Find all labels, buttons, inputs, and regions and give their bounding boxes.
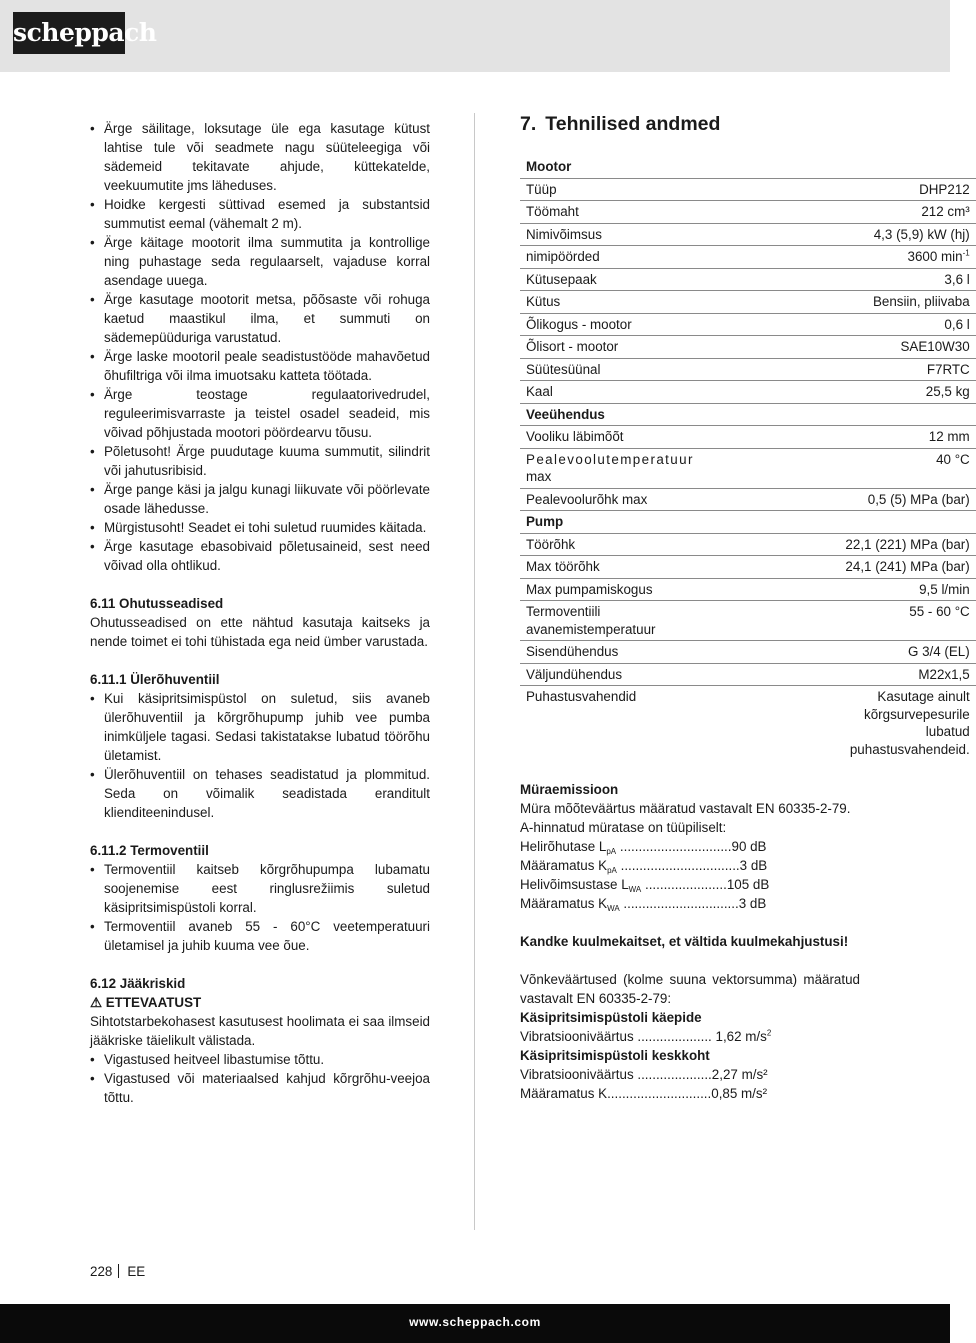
spec-row <box>520 448 976 488</box>
spec-value-text: 3600 min <box>907 249 963 264</box>
spec-group-motor: Mootor <box>520 156 976 178</box>
vibration-row-center <box>520 1065 860 1084</box>
bullet-list-6-12 <box>90 1050 430 1107</box>
noise-dots: ...................... <box>641 877 727 892</box>
bullet-item: • Kui käsipritsimispüstol on suletud, siis avaneb ülerõhuventiil ja kõrgrõhupump juhib vee pumba inimküljele tagasi. Sedasi takistatakse lubatud töörõhu ületamist. <box>90 689 430 765</box>
spec-value-text: Bensiin, pliivaba <box>872 294 970 309</box>
language-code: EE <box>127 1264 146 1279</box>
spec-row <box>520 358 976 381</box>
leader-dots: ............................ <box>607 1086 712 1101</box>
spec-label: Termoventiili avanemistemperatuur <box>520 601 700 641</box>
spec-label: Töömaht <box>520 201 700 224</box>
vibration-value: 1,62 m/s <box>715 1029 767 1044</box>
vibration-label: Vibratsiooniväärtus <box>520 1029 634 1044</box>
section-heading-6-11-1: 6.11.1 Ülerõhuventiil <box>90 672 220 687</box>
noise-row <box>520 856 860 875</box>
spec-value <box>700 178 976 201</box>
spec-group-pump: Pump <box>520 511 976 534</box>
bullet-item: • Vigastused heitveel libastumise tõttu. <box>90 1050 430 1069</box>
bullet-item: • Termoventiil kaitseb kõrgrõhupumpa lubamatu soojenemise eest ringlusrežiimis suletud käsipritsimispüstoli korral. <box>90 860 430 917</box>
bullet-list-6-11-1 <box>90 689 430 822</box>
spec-label <box>520 448 700 488</box>
noise-row <box>520 894 860 913</box>
noise-label: Helivõimsustase L <box>520 877 629 892</box>
spec-row <box>520 641 976 664</box>
section-number: 7. <box>520 113 537 135</box>
spec-row <box>520 178 976 201</box>
spec-label: Sisendühendus <box>520 641 700 664</box>
spec-value-text: 25,5 kg <box>925 384 970 399</box>
vibration-label: Vibratsiooniväärtus <box>520 1067 634 1082</box>
spec-value-text: Kasutage ainult kõrgsurvepesurile lubatud puhastusvahendeid. <box>849 689 970 757</box>
vibration-row-uncertainty <box>520 1084 860 1103</box>
vibration-heading-handle: Käsipritsimispüstoli käepide <box>520 1010 702 1025</box>
bullet-item: • Hoidke kergesti süttivad esemed ja substantsid summutist eemal (vähemalt 2 m). <box>90 195 430 233</box>
noise-label: Helirõhutase L <box>520 839 607 854</box>
spec-value-text: DHP212 <box>919 181 970 197</box>
vibration-heading-center: Käsipritsimispüstoli keskkoht <box>520 1048 710 1063</box>
spec-row <box>520 223 976 246</box>
noise-sub: pA <box>606 847 617 856</box>
spec-value <box>700 223 976 246</box>
spec-row <box>520 533 976 556</box>
spec-value-text: 212 cm³ <box>921 204 970 219</box>
spec-label: Töörõhk <box>520 533 700 556</box>
section-heading-6-11: 6.11 Ohutusseadised <box>90 596 224 611</box>
noise-dots: ............................... <box>619 896 739 911</box>
paragraph-6-11: Ohutusseadised on ette nähtud kasutaja kaitseks ja nende toimet ei tohi tühistada ega neid ümber varustada. <box>90 615 430 649</box>
spec-value-text: 55 - 60 °C <box>909 604 970 619</box>
spec-value <box>700 381 976 404</box>
spec-row <box>520 291 976 314</box>
warning-heading <box>90 993 430 1012</box>
spec-value-text: 24,1 (241) MPa (bar) <box>845 559 970 574</box>
spec-value <box>700 336 976 359</box>
spec-row <box>520 663 976 686</box>
spec-value <box>700 426 976 449</box>
bullet-list-6-11-2 <box>90 860 430 955</box>
vibration-text: Võnkeväärtused (kolme suuna vektorsumma) määratud vastavalt EN 60335-2-79: <box>520 972 860 1006</box>
noise-value: 105 dB <box>726 877 770 892</box>
noise-values <box>520 837 860 913</box>
noise-sub: WA <box>607 904 620 913</box>
page-header <box>0 0 950 72</box>
noise-value: 3 dB <box>738 896 767 911</box>
spec-label: Kaal <box>520 381 700 404</box>
spec-value <box>700 201 976 224</box>
warning-triangle-icon: ⚠ <box>90 995 103 1010</box>
spec-value <box>700 556 976 579</box>
spec-row <box>520 578 976 601</box>
noise-sub: WA <box>628 885 642 894</box>
spec-row <box>520 246 976 269</box>
noise-row <box>520 875 860 894</box>
noise-label: Määramatus K <box>520 858 608 873</box>
spec-row <box>520 488 976 511</box>
paragraph-6-12: Sihtotstarbekohasest kasutusest hoolimata ei saa ilmseid jääkriske täielikult välistada. <box>90 1014 430 1048</box>
bullet-item: • Ärge pange käsi ja jalgu kunagi liikuvate või pöörlevate osade lähedusse. <box>90 480 430 518</box>
spec-row <box>520 336 976 359</box>
spec-row <box>520 601 976 641</box>
spec-group-water: Veeühendus <box>520 403 976 426</box>
right-column <box>520 113 970 1103</box>
bullet-item: • Termoventiil avaneb 55 - 60°C veetemperatuuri ületamisel ja juhib kuuma vee õue. <box>90 917 430 955</box>
spec-row <box>520 268 976 291</box>
safety-bullet-list <box>90 119 430 575</box>
spec-value <box>700 578 976 601</box>
spec-value <box>700 268 976 291</box>
spec-value <box>700 663 976 686</box>
spec-value: 40 °C <box>700 448 976 488</box>
uncertainty-value: 0,85 m/s² <box>711 1086 768 1101</box>
noise-value: 3 dB <box>739 858 768 873</box>
spec-value-text: 0,6 l <box>944 316 970 332</box>
noise-value: 90 dB <box>731 839 767 854</box>
spec-label-line: Pealevoolutemperatuur <box>526 451 694 467</box>
bullet-item: • Ärge säilitage, loksutage üle ega kasutage kütust lahtise tule või seadmete nagu süüteleegiga või sädemeid tekitavate ahjude, küttekatelde, veekuumutite jms läheduses. <box>90 119 430 195</box>
spec-label: Kütus <box>520 291 700 314</box>
spec-label: Süütesüünal <box>520 358 700 381</box>
bullet-item: • Ärge laske mootoril peale seadistustööde mahavõetud õhufiltriga või ilma imuotsaku katteta töötada. <box>90 347 430 385</box>
spec-row <box>520 201 976 224</box>
spec-label: Puhastusvahendid <box>526 689 637 704</box>
uncertainty-label: Määramatus K <box>520 1086 608 1101</box>
noise-row <box>520 837 860 856</box>
spec-value <box>700 686 976 761</box>
noise-text: Müra mõõteväärtus määratud vastavalt EN 60335-2-79. A-hinnatud müratase on tüüpiliselt: <box>520 801 851 835</box>
spec-label: Kütusepaak <box>520 268 700 291</box>
page-footer <box>0 1304 950 1343</box>
unit-superscript: -1 <box>962 248 970 258</box>
spec-value-text: G 3/4 (EL) <box>907 644 970 659</box>
leader-dots: .................... <box>633 1029 716 1044</box>
spec-value-text: 3,6 l <box>944 271 970 287</box>
bullet-item: • Põletusoht! Ärge puudutage kuuma summutit, silindrit või jahutusribisid. <box>90 442 430 480</box>
spec-table <box>520 156 976 760</box>
spec-value-text: M22x1,5 <box>918 666 970 682</box>
section-title-text: Tehnilised andmed <box>545 113 721 135</box>
page-number-separator <box>118 1264 119 1278</box>
vibration-value: 2,27 m/s² <box>711 1067 768 1082</box>
website-link[interactable]: www.scheppach.com <box>409 1315 541 1329</box>
page-number <box>90 1264 145 1279</box>
spec-label: Väljundühendus <box>520 663 700 686</box>
spec-label-line: max <box>526 469 552 484</box>
hearing-protection-warning: Kandke kuulmekaitset, et vältida kuulmekahjustusi! <box>520 934 849 949</box>
spec-label: Vooliku läbimõõt <box>520 426 700 449</box>
noise-heading: Müraemissioon <box>520 782 619 797</box>
spec-value-text: 9,5 l/min <box>919 581 970 597</box>
section-heading-6-11-2: 6.11.2 Termoventiil <box>90 843 209 858</box>
spec-value <box>700 358 976 381</box>
bullet-item: • Ärge kasutage mootorit metsa, põõsaste või rohuga kaetud maastikul ilma, et summuti on sädemepüüduriga varustatud. <box>90 290 430 347</box>
noise-label: Määramatus K <box>520 896 608 911</box>
spec-value <box>700 313 976 336</box>
spec-row <box>520 426 976 449</box>
spec-value-text: 0,5 (5) MPa (bar) <box>867 491 970 507</box>
vibration-row-handle <box>520 1027 860 1046</box>
spec-label: Nimivõimsus <box>520 223 700 246</box>
spec-row <box>520 313 976 336</box>
spec-value-text: 12 mm <box>928 429 970 444</box>
left-column <box>90 119 430 1107</box>
spec-label: Pealevoolurõhk max <box>520 488 700 511</box>
spec-label: nimipöörded <box>520 246 700 269</box>
spec-value-text: F7RTC <box>926 361 970 377</box>
column-divider <box>474 113 475 1230</box>
bullet-item: • Mürgistusoht! Seadet ei tohi suletud ruumides käitada. <box>90 518 430 537</box>
spec-label: Max töörõhk <box>520 556 700 579</box>
noise-dots: ................................ <box>616 858 740 873</box>
spec-value <box>700 601 976 641</box>
unit-superscript: 2 <box>766 1028 772 1038</box>
spec-value <box>700 246 976 269</box>
bullet-item: • Ülerõhuventiil on tehases seadistatud ja plommitud. Seda on võimalik seadistada eranditult klienditeenindusel. <box>90 765 430 822</box>
bullet-item: • Vigastused või materiaalsed kahjud kõrgrõhu-veejoa tõttu. <box>90 1069 430 1107</box>
spec-label: Õlisort - mootor <box>520 336 700 359</box>
spec-value <box>700 641 976 664</box>
spec-row <box>520 556 976 579</box>
noise-sub: pA <box>607 866 617 875</box>
spec-row <box>520 686 976 761</box>
spec-value <box>700 488 976 511</box>
spec-value-text: 22,1 (221) MPa (bar) <box>845 536 970 552</box>
spec-label: Õlikogus - mootor <box>520 313 700 336</box>
bullet-item: • Ärge kasutage ebasobivaid põletusaineid, sest need võivad olla ohtlikud. <box>90 537 430 575</box>
spec-row <box>520 381 976 404</box>
spec-label: Max pumpamiskogus <box>520 578 700 601</box>
leader-dots: .................... <box>633 1067 712 1082</box>
brand-logo: scheppach <box>13 12 125 54</box>
page-number-value: 228 <box>90 1264 113 1279</box>
section-heading-6-12: 6.12 Jääkriskid <box>90 976 186 991</box>
spec-label: Tüüp <box>520 178 700 201</box>
bullet-item: • Ärge käitage mootorit ilma summutita ja kontrollige ning puhastage seda regulaarselt, vajaduse korral asendage uuega. <box>90 233 430 290</box>
noise-dots: .............................. <box>616 839 732 854</box>
spec-value <box>700 533 976 556</box>
spec-value-text: SAE10W30 <box>900 339 970 354</box>
warning-label: ETTEVAATUST <box>105 995 202 1010</box>
bullet-item: • Ärge teostage regulaatorivedrudel, reguleerimisvarraste ja teistel osadel seadeid, mis võivad põhjustada mootori pöördearvu tõusu. <box>90 385 430 442</box>
spec-value <box>700 291 976 314</box>
section-title <box>520 115 860 134</box>
spec-value-text: 4,3 (5,9) kW (hj) <box>873 226 970 242</box>
